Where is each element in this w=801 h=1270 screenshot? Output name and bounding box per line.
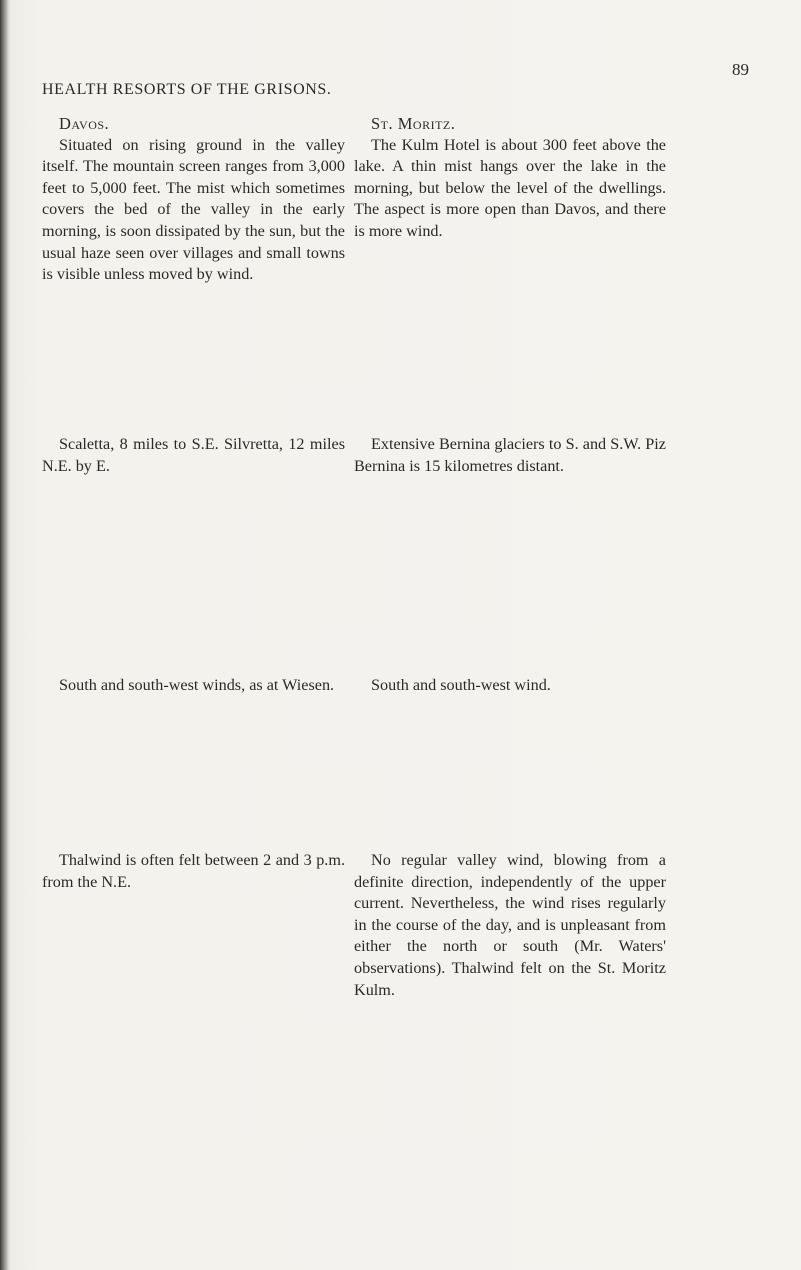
st-moritz-glaciers-text: Extensive Bernina glaciers to S. and S.W. Piz Bernina is 15 kilometres distant. xyxy=(354,435,666,475)
davos-mountains xyxy=(42,434,345,477)
st-moritz-winds-text: South and south-west wind. xyxy=(371,676,551,694)
davos-winds xyxy=(42,675,345,697)
davos-thalwind-text: Thalwind is often felt between 2 and 3 p.m. from the N.E. xyxy=(42,851,345,891)
binding-gutter xyxy=(0,0,10,1270)
davos-winds-text: South and south-west winds, as at Wiesen. xyxy=(59,676,335,694)
st-moritz-valley-wind xyxy=(354,850,666,1001)
davos-thalwind xyxy=(42,850,345,893)
st-moritz-description xyxy=(354,113,666,243)
st-moritz-winds xyxy=(354,675,666,697)
davos-situation-text: Situated on rising ground in the valley itself. The mountain screen ranges from 3,000 feet to 5,000 feet. The mist which sometimes covers the bed of the valley in the early morning, is soon dissipated by the sun, but the usual haze seen over villages and small towns is visible unless moved by wind. xyxy=(42,135,345,284)
st-moritz-glaciers xyxy=(354,434,666,477)
st-moritz-heading: St. Moritz. xyxy=(371,114,456,133)
davos-description xyxy=(42,113,345,286)
davos-mountains-text: Scaletta, 8 miles to S.E. Silvretta, 12 miles N.E. by E. xyxy=(42,435,345,475)
st-moritz-situation-text: The Kulm Hotel is about 300 feet above the lake. A thin mist hangs over the lake in the morning, but below the level of the dwellings. The aspect is more open than Davos, and there is more wind. xyxy=(354,135,666,240)
running-head: HEALTH RESORTS OF THE GRISONS. xyxy=(42,81,332,98)
davos-heading: Davos. xyxy=(59,114,110,133)
page-number: 89 xyxy=(732,60,749,79)
st-moritz-valley-wind-text: No regular valley wind, blowing from a definite direction, independently of the upper current. Nevertheless, the wind rises regularly in the course of the day, and is unpleasant from either the north or south (Mr. Waters' observations). Thalwind felt on the St. Moritz Kulm. xyxy=(354,851,666,999)
